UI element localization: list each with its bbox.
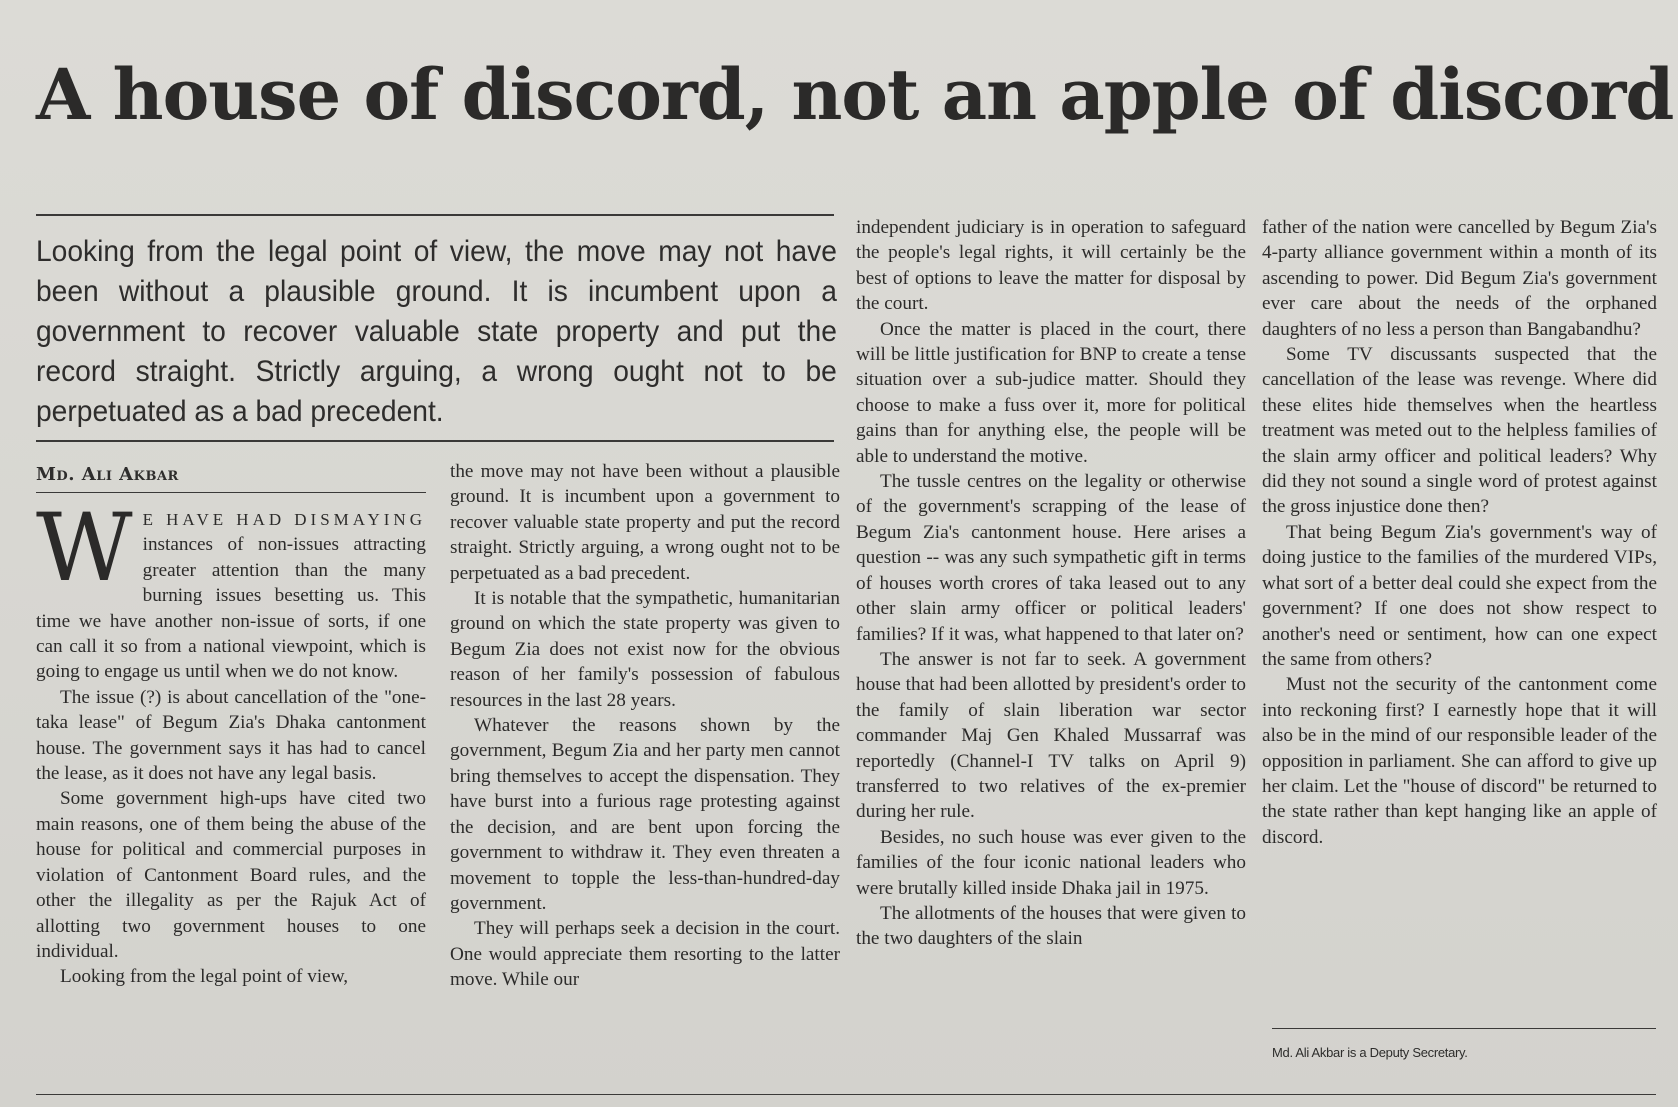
paragraph: The tussle centres on the legality or otherwise of the government's scrapping of the lease of Begum Zia's cantonment house. Here arises a question -- was any such sympathetic gift in terms of houses worth crores of taka leased out to any other slain army officer or political leaders' families? If it was, what happened to that later on? (856, 471, 1246, 645)
page-bottom-rule (36, 1094, 1656, 1095)
paragraph: the move may not have been without a plausible ground. It is incumbent upon a government to recover valuable state property and put the record straight. Strictly arguing, a wrong ought not to be perpetuated as a bad precedent. (450, 461, 840, 584)
deck-top-rule (36, 214, 834, 216)
article-column-2 (450, 459, 840, 993)
author-note-rule (1272, 1028, 1656, 1029)
deck-pull-quote: Looking from the legal point of view, the move may not have been without a plausible ground. It is incumbent upon a government to recover valuable state property and put the record straight. Strictly arguing, a wrong ought not to be perpetuated as a bad precedent. (36, 235, 837, 428)
article-column-3 (856, 215, 1246, 952)
byline: Md. Ali Akbar (36, 464, 179, 485)
paragraph: They will perhaps seek a decision in the court. One would appreciate them resorting to the latter move. While our (450, 918, 840, 991)
article-column-1 (36, 494, 426, 990)
paragraph: father of the nation were cancelled by Begum Zia's 4-party alliance government within a month of its ascending to power. Did Begum Zia's government ever care about the needs of the orphaned daughters of no less a person than Bangabandhu? (1262, 217, 1657, 340)
author-note: Md. Ali Akbar is a Deputy Secretary. (1272, 1045, 1468, 1060)
paragraph: Must not the security of the cantonment come into reckoning first? I earnestly hope that it will also be in the mind of our responsible leader of the opposition in parliament. She can afford to give up her claim. Let the "house of discord" be returned to the state rather than kept hanging like an apple of discord. (1262, 674, 1657, 848)
drop-cap-lead: E HAVE HAD DISMAYING (142, 510, 426, 529)
paragraph: Once the matter is placed in the court, there will be little justification for BNP to create a tense situation over a sub-judice matter. Should they choose to make a fuss over it, more for political gains than for anything else, the people will be able to understand the motive. (856, 318, 1246, 467)
paragraph: Whatever the reasons shown by the government, Begum Zia and her party men cannot bring themselves to accept the dispensation. They have burst into a furious rage protesting against the decision, and are bent upon forcing the government to withdraw it. They even threaten a movement to topple the less-than-hundred-day government. (450, 715, 840, 914)
article-column-4 (1262, 215, 1657, 850)
deck-bottom-rule (36, 440, 834, 442)
paragraph: Some government high-ups have cited two main reasons, one of them being the abuse of the house for political and commercial purposes in violation of Cantonment Board rules, and the other the illegality as per the Rajuk Act of allotting two government houses to one individual. (36, 788, 426, 962)
paragraph: independent judiciary is in operation to safeguard the people's legal rights, it will certainly be the best of options to leave the matter for disposal by the court. (856, 217, 1246, 315)
drop-cap: W (36, 494, 133, 603)
paragraph: The issue (?) is about cancellation of the "one-taka lease" of Begum Zia's Dhaka cantonment house. The government says it has had to cancel the lease, as it does not have any legal basis. (36, 686, 426, 785)
paragraph: Some TV discussants suspected that the cancellation of the lease was revenge. Where did these elites hide themselves when the heartless treatment was meted out to the helpless families of the slain army officer and political leaders? Why did they not sound a single word of protest against the gross injustice done then? (1262, 344, 1657, 518)
paragraph: instances of non-issues attracting greater attention than the many burning issues besetting us. This time we have another non-issue of sorts, if one can call it so from a national viewpoint, which is going to engage us until when we do not know. (36, 534, 426, 683)
paragraph: Looking from the legal point of view, (60, 966, 349, 988)
paragraph: Besides, no such house was ever given to the families of the four iconic national leaders who were brutally killed inside Dhaka jail in 1975. (856, 826, 1246, 899)
paragraph: That being Begum Zia's government's way of doing justice to the families of the murdered VIPs, what sort of a better deal could she expect from the government? If one does not show respect to another's need or sentiment, how can one expect the same from others? (1262, 521, 1657, 670)
headline: A house of discord, not an apple of discord (36, 53, 1674, 136)
paragraph: The allotments of the houses that were given to the two daughters of the slain (856, 902, 1246, 950)
paragraph: The answer is not far to seek. A government house that had been allotted by president's order to the family of slain liberation war sector commander Maj Gen Khaled Mussarraf was reportedly (Channel-I TV talks on April 9) transferred to two relatives of the ex-premier during her rule. (856, 648, 1246, 823)
lead-paragraph (36, 494, 426, 685)
byline-rule (36, 492, 426, 493)
paragraph: It is notable that the sympathetic, humanitarian ground on which the state property was given to Begum Zia does not exist now for the obvious reason of her family's possession of fabulous resources in the last 28 years. (450, 588, 840, 711)
